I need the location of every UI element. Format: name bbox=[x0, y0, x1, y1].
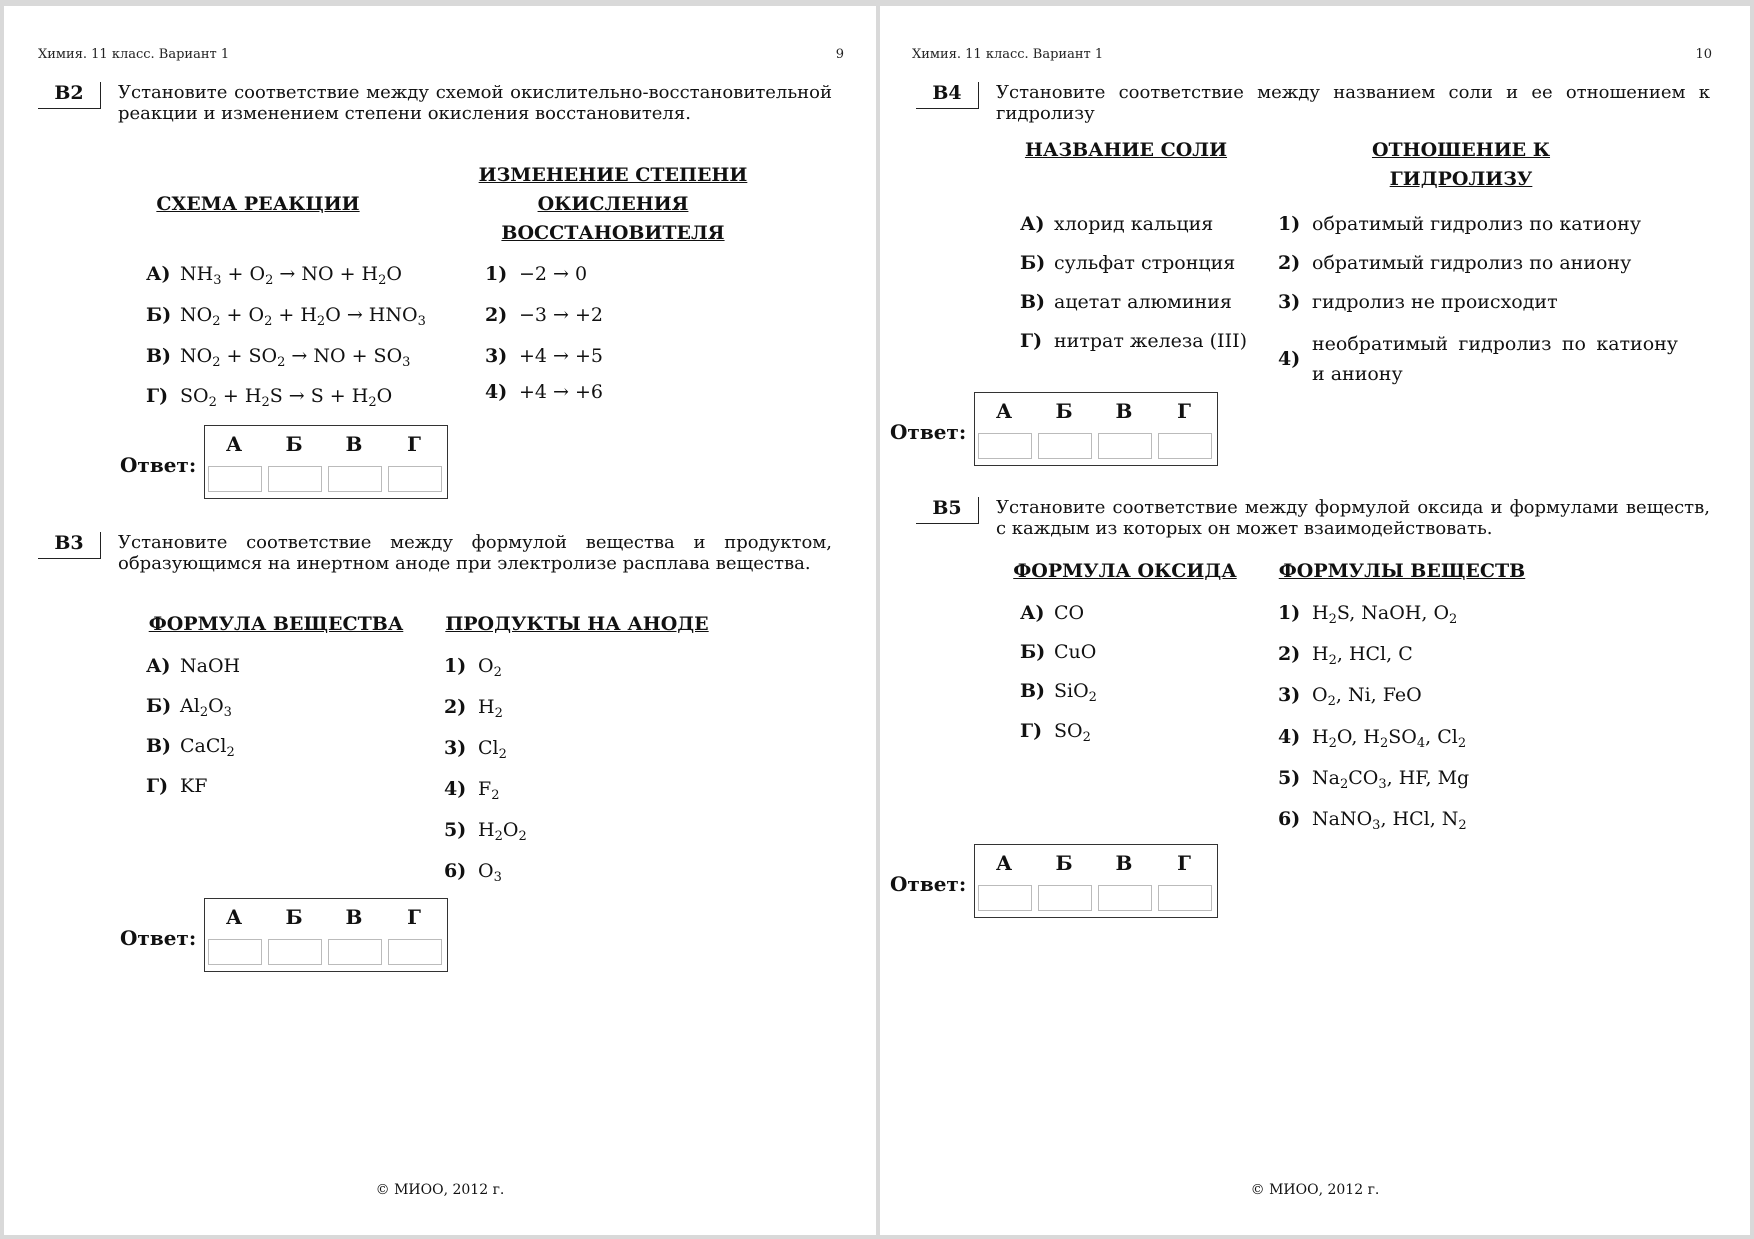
answer-col-v: В bbox=[1115, 851, 1133, 875]
item-label: 3) bbox=[444, 737, 467, 759]
answer-cell-a[interactable] bbox=[978, 433, 1032, 459]
list-item bbox=[146, 774, 207, 798]
item-label: 4) bbox=[1278, 348, 1301, 370]
list-item bbox=[444, 818, 527, 842]
answer-cell-b[interactable] bbox=[1038, 433, 1092, 459]
item-label: А) bbox=[146, 263, 171, 285]
list-item bbox=[444, 736, 507, 760]
item-label: 6) bbox=[444, 860, 467, 882]
list-item bbox=[1278, 212, 1641, 236]
question-label: B5 bbox=[916, 497, 979, 524]
answer-col-g: Г bbox=[1177, 851, 1191, 875]
item-text: NaNO$_3$, HCl, $N_2$ bbox=[1312, 808, 1467, 833]
item-label: 4) bbox=[444, 778, 467, 800]
answer-cell-v[interactable] bbox=[1098, 433, 1152, 459]
item-text: CuO bbox=[1054, 641, 1097, 663]
column-header-left: ФОРМУЛА ВЕЩЕСТВА bbox=[148, 613, 404, 635]
answer-col-b: Б bbox=[1055, 399, 1073, 423]
item-text: ацетат алюминия bbox=[1054, 291, 1232, 313]
list-item bbox=[1278, 725, 1466, 749]
item-text: $F_2$ bbox=[478, 778, 500, 803]
list-item bbox=[1278, 683, 1422, 707]
answer-label: Ответ: bbox=[120, 926, 197, 950]
item-label: 1) bbox=[1278, 213, 1301, 235]
item-label: 4) bbox=[485, 381, 508, 403]
item-label: Г) bbox=[146, 775, 169, 797]
answer-col-g: Г bbox=[1177, 399, 1191, 423]
list-item bbox=[485, 344, 603, 368]
item-label: Б) bbox=[146, 304, 172, 326]
page-footer: © МИОО, 2012 г. bbox=[375, 1182, 505, 1198]
answer-col-v: В bbox=[1115, 399, 1133, 423]
list-item bbox=[485, 380, 603, 404]
answer-cell-g[interactable] bbox=[1158, 885, 1212, 911]
item-text: KF bbox=[180, 775, 208, 797]
answer-label: Ответ: bbox=[890, 872, 967, 896]
list-item bbox=[146, 654, 240, 678]
answer-label: Ответ: bbox=[890, 420, 967, 444]
item-text: сульфат стронция bbox=[1054, 252, 1236, 274]
answer-cell-g[interactable] bbox=[388, 939, 442, 965]
item-text: $NH_3 + O_2$ → NO + $H_2O$ bbox=[180, 263, 402, 288]
answer-table bbox=[974, 392, 1218, 466]
list-item bbox=[444, 695, 503, 719]
item-label: Б) bbox=[146, 695, 172, 717]
item-text: необратимый гидролиз по катиону и аниону bbox=[1312, 333, 1678, 385]
list-item bbox=[1020, 290, 1232, 314]
item-label: 4) bbox=[1278, 726, 1301, 748]
answer-cell-a[interactable] bbox=[208, 939, 262, 965]
answer-cell-b[interactable] bbox=[268, 466, 322, 492]
answer-col-a: А bbox=[995, 851, 1013, 875]
item-text: $H_2$, HCl, C bbox=[1312, 643, 1413, 668]
list-item bbox=[146, 262, 402, 286]
question-b4 bbox=[916, 82, 1716, 402]
list-item bbox=[1278, 601, 1457, 625]
page-number: 10 bbox=[1695, 47, 1712, 62]
item-text: −2 → 0 bbox=[519, 263, 588, 285]
list-item bbox=[485, 262, 587, 286]
list-item bbox=[1278, 807, 1467, 831]
answer-col-v: В bbox=[345, 432, 363, 456]
item-text: $SO_2 + H_2S \to S + H_2O$ bbox=[180, 385, 393, 410]
answer-grid-b2 bbox=[120, 425, 450, 505]
answer-cell-b[interactable] bbox=[268, 939, 322, 965]
list-item bbox=[444, 654, 502, 678]
answer-col-b: Б bbox=[1055, 851, 1073, 875]
page-footer: © МИОО, 2012 г. bbox=[1250, 1182, 1380, 1198]
item-text: SiO$_2$ bbox=[1054, 680, 1097, 705]
answer-label: Ответ: bbox=[120, 453, 197, 477]
question-text: Установите соответствие между схемой окислительно-восстановительной реакции и изменением степени окисления восстановителя. bbox=[118, 82, 832, 124]
column-header-right: ФОРМУЛЫ ВЕЩЕСТВ bbox=[1278, 560, 1526, 582]
answer-col-b: Б bbox=[285, 905, 303, 929]
list-item bbox=[1020, 601, 1084, 625]
answer-cell-v[interactable] bbox=[1098, 885, 1152, 911]
list-item bbox=[1020, 329, 1247, 353]
item-text: $Al_2O_3$ bbox=[180, 695, 232, 720]
item-text: −3 → +2 bbox=[519, 304, 604, 326]
item-text: $SO_2$ bbox=[1054, 720, 1091, 745]
item-text: NaOH bbox=[180, 655, 241, 677]
item-label: 5) bbox=[1278, 767, 1301, 789]
item-text: +4 → +5 bbox=[519, 345, 604, 367]
answer-table bbox=[204, 425, 448, 499]
answer-cell-g[interactable] bbox=[388, 466, 442, 492]
item-label: 2) bbox=[1278, 643, 1301, 665]
answer-col-g: Г bbox=[407, 905, 421, 929]
list-item bbox=[1020, 719, 1091, 743]
column-header-left: СХЕМА РЕАКЦИИ bbox=[156, 193, 360, 215]
answer-cell-v[interactable] bbox=[328, 466, 382, 492]
item-label: А) bbox=[1020, 602, 1045, 624]
page-number: 9 bbox=[835, 47, 844, 62]
item-label: Б) bbox=[1020, 641, 1046, 663]
answer-cell-b[interactable] bbox=[1038, 885, 1092, 911]
item-label: 2) bbox=[1278, 252, 1301, 274]
answer-col-b: Б bbox=[285, 432, 303, 456]
list-item bbox=[1020, 640, 1096, 664]
item-label: 1) bbox=[1278, 602, 1301, 624]
question-label: B4 bbox=[916, 82, 979, 109]
question-text: Установите соответствие между названием соли и ее отношением к гидролизу bbox=[996, 82, 1710, 124]
question-text: Установите соответствие между формулой оксида и формулами веществ, с каждым из которых он может взаимодействовать. bbox=[996, 497, 1710, 539]
item-text: CO bbox=[1054, 602, 1085, 624]
item-text: $H_2S$, NaOH, $O_2$ bbox=[1312, 602, 1458, 627]
list-item bbox=[146, 303, 426, 327]
list-item bbox=[1278, 329, 1678, 389]
question-b5 bbox=[916, 497, 1716, 857]
item-text: $NO_2 + O_2 + H_2O \to HNO_3$ bbox=[180, 304, 426, 329]
list-item bbox=[146, 384, 392, 408]
item-label: В) bbox=[146, 735, 172, 757]
answer-col-a: А bbox=[995, 399, 1013, 423]
header-title: Химия. 11 класс. Вариант 1 bbox=[38, 47, 230, 62]
item-label: 2) bbox=[485, 304, 508, 326]
list-item bbox=[1278, 766, 1469, 790]
question-label: B3 bbox=[38, 532, 101, 559]
item-label: А) bbox=[146, 655, 171, 677]
page-9 bbox=[4, 6, 876, 1235]
list-item bbox=[1020, 251, 1235, 275]
item-text: нитрат железа (III) bbox=[1054, 330, 1247, 352]
item-label: В) bbox=[1020, 291, 1046, 313]
header-title: Химия. 11 класс. Вариант 1 bbox=[912, 47, 1104, 62]
answer-table bbox=[974, 844, 1218, 918]
question-text: Установите соответствие между формулой вещества и продуктом, образующимся на инертном аноде при электролизе расплава вещества. bbox=[118, 532, 832, 574]
answer-cell-a[interactable] bbox=[208, 466, 262, 492]
list-item bbox=[1278, 290, 1558, 314]
page-10 bbox=[880, 6, 1750, 1235]
item-label: 1) bbox=[444, 655, 467, 677]
item-text: $NO_2 + SO_2$ → NO + $SO_3$ bbox=[180, 345, 411, 370]
item-text: обратимый гидролиз по катиону bbox=[1312, 213, 1642, 235]
item-text: $Na_2CO_3$, HF, Mg bbox=[1312, 767, 1470, 792]
answer-grid-b4 bbox=[890, 392, 1220, 472]
item-text: гидролиз не происходит bbox=[1312, 291, 1558, 313]
column-header-left: НАЗВАНИЕ СОЛИ bbox=[1024, 139, 1228, 161]
item-label: Г) bbox=[146, 385, 169, 407]
answer-col-g: Г bbox=[407, 432, 421, 456]
question-b3 bbox=[38, 532, 838, 912]
column-header-left: ФОРМУЛА ОКСИДА bbox=[1013, 560, 1237, 582]
answer-col-a: А bbox=[225, 905, 243, 929]
item-text: $H_2$ bbox=[478, 696, 503, 721]
item-label: 2) bbox=[444, 696, 467, 718]
column-header-right: ИЗМЕНЕНИЕ СТЕПЕНИ ОКИСЛЕНИЯ ВОССТАНОВИТЕЛЯ bbox=[478, 164, 748, 244]
list-item bbox=[1020, 212, 1213, 236]
answer-col-a: А bbox=[225, 432, 243, 456]
list-item bbox=[146, 344, 410, 368]
item-label: Б) bbox=[1020, 252, 1046, 274]
item-label: 3) bbox=[485, 345, 508, 367]
answer-cell-a[interactable] bbox=[978, 885, 1032, 911]
item-text: $H_2O$, $H_2SO_4$, $Cl_2$ bbox=[1312, 726, 1467, 751]
column-header-right: ОТНОШЕНИЕ К ГИДРОЛИЗУ bbox=[1371, 139, 1551, 190]
answer-table bbox=[204, 898, 448, 972]
item-label: В) bbox=[146, 345, 172, 367]
answer-grid-b3 bbox=[120, 898, 450, 978]
list-item bbox=[444, 777, 499, 801]
column-header-right: ПРОДУКТЫ НА АНОДЕ bbox=[445, 613, 709, 635]
item-text: $Cl_2$ bbox=[478, 737, 507, 762]
item-text: $O_2$, Ni, FeO bbox=[1312, 684, 1422, 709]
item-text: $O_3$ bbox=[478, 860, 502, 885]
list-item bbox=[1278, 251, 1631, 275]
item-label: Г) bbox=[1020, 720, 1043, 742]
answer-cell-v[interactable] bbox=[328, 939, 382, 965]
list-item bbox=[485, 303, 603, 327]
answer-col-v: В bbox=[345, 905, 363, 929]
item-text: хлорид кальция bbox=[1054, 213, 1214, 235]
list-item bbox=[146, 734, 235, 758]
item-label: Г) bbox=[1020, 330, 1043, 352]
answer-cell-g[interactable] bbox=[1158, 433, 1212, 459]
item-label: 1) bbox=[485, 263, 508, 285]
list-item bbox=[1020, 679, 1097, 703]
question-label: B2 bbox=[38, 82, 101, 109]
item-text: +4 → +6 bbox=[519, 381, 604, 403]
item-label: В) bbox=[1020, 680, 1046, 702]
item-text: обратимый гидролиз по аниону bbox=[1312, 252, 1632, 274]
list-item bbox=[146, 694, 232, 718]
item-text: $H_2O_2$ bbox=[478, 819, 527, 844]
item-text: $O_2$ bbox=[478, 655, 502, 680]
item-label: 6) bbox=[1278, 808, 1301, 830]
list-item bbox=[1278, 642, 1413, 666]
item-label: 3) bbox=[1278, 291, 1301, 313]
item-label: 3) bbox=[1278, 684, 1301, 706]
answer-grid-b5 bbox=[890, 844, 1220, 924]
item-text: CaCl$_2$ bbox=[180, 735, 235, 760]
item-label: 5) bbox=[444, 819, 467, 841]
item-label: А) bbox=[1020, 213, 1045, 235]
list-item bbox=[444, 859, 502, 883]
